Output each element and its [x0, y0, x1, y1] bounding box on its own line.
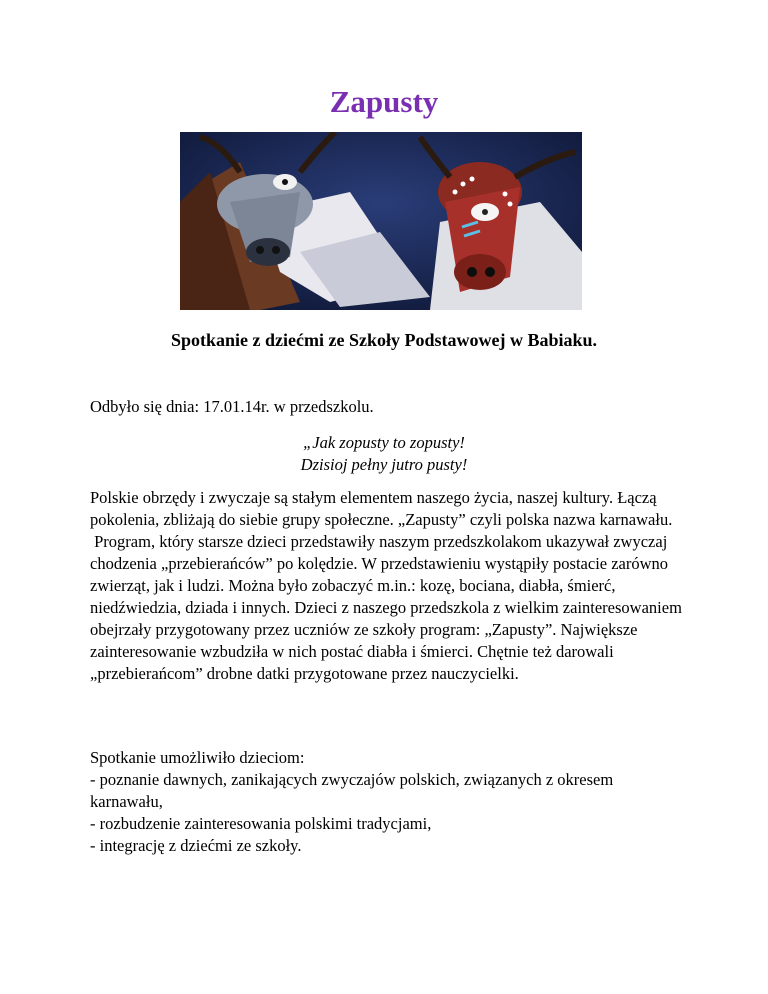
poem-line: „Jak zopusty to zopusty! [303, 433, 465, 452]
list-item: - poznanie dawnych, zanikających zwyczajów polskich, związanych z okresem karnawału, [90, 770, 614, 811]
benefits-list [90, 769, 690, 857]
date-line: Odbyło się dnia: 17.01.14r. w przedszkolu. [90, 397, 374, 416]
poem [0, 432, 768, 476]
paragraph: Polskie obrzędy i zwyczaje są stałym elementem naszego życia, naszej kultury. Łączą pokolenia, zbliżają do siebie grupy społeczne. „Zapusty” czyli polska nazwa karnawału. [90, 488, 673, 529]
page-subtitle: Spotkanie z dziećmi ze Szkoły Podstawowej w Babiaku. [170, 330, 597, 350]
list-item: - integrację z dziećmi ze szkoły. [90, 836, 302, 855]
body-text [90, 487, 690, 685]
poem-line: Dzisioj pełny jutro pusty! [300, 455, 468, 474]
paragraph: Program, który starsze dzieci przedstawiły naszym przedszkolakom ukazywał zwyczaj chodzenia „przebierańców” po kolędzie. W przedstawieniu wystąpiły postacie zarówno zwierząt, jak i ludzi. Można było zobaczyć m.in.: kozę, bociana, diabła, śmierć, niedźwiedzia, dziada i innych. Dzieci z naszego przedszkola z wielkim zainteresowaniem obejrzały przygotowany przez uczniów ze szkoły program: „Zapusty”. Największe zainteresowanie wzbudziła w nich postać diabła i śmierci. Chętnie też darowali „przebierańcom” drobne datki przygotowane przez nauczycielki. [90, 532, 687, 683]
page-title: Zapusty [329, 84, 439, 119]
list-lead: Spotkanie umożliwiło dzieciom: [90, 748, 305, 767]
costume-masks-photo [180, 132, 582, 310]
list-item: - rozbudzenie zainteresowania polskimi tradycjami, [90, 814, 432, 833]
